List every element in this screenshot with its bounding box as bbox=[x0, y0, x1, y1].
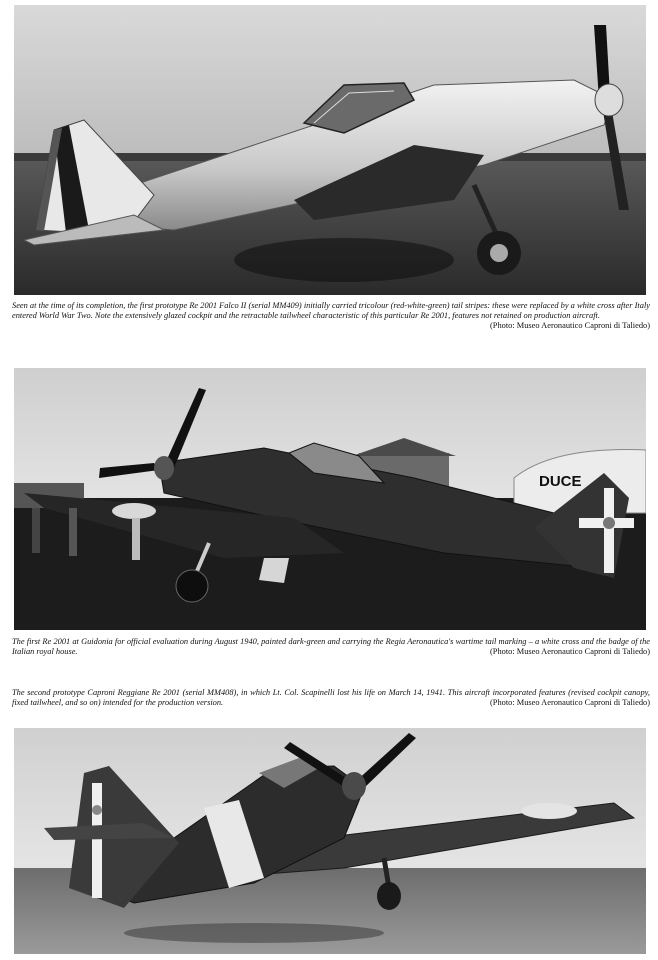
photo-second-prototype-mm408 bbox=[14, 728, 646, 954]
photo2-caption-text: The first Re 2001 at Guidonia for official evaluation during August 1940, painted dark-green and carrying the Regia Aeronautica's wartime tail marking – a white cross and the badge of the Italian royal house. bbox=[12, 637, 650, 657]
photo2-caption bbox=[12, 637, 650, 657]
photo-prototype-mm409 bbox=[14, 5, 646, 295]
photo-guidonia-evaluation bbox=[14, 368, 646, 630]
photo1-caption-text: Seen at the time of its completion, the first prototype Re 2001 Falco II (serial MM409) initially carried tricolour (red-white-green) tail stripes: these were replaced by a white cross after Italy entered World War Two. Note the extensively glazed cockpit and the retractable tailwheel characteristic of this particular Re 2001, features not retained on production aircraft. bbox=[12, 301, 650, 321]
photo3-caption-text: The second prototype Caproni Reggiane Re 2001 (serial MM408), in which Lt. Col. Scapinelli lost his life on March 14, 1941. This aircraft incorporated features (revised cockpit canopy, fixed tailwheel, and so on) intended for the production version. bbox=[12, 688, 650, 708]
photo1-caption bbox=[12, 301, 650, 332]
photo3-caption bbox=[12, 688, 650, 708]
photo3-credit: (Photo: Museo Aeronautico Caproni di Taliedo) bbox=[490, 698, 650, 708]
photo1-credit: (Photo: Museo Aeronautico Caproni di Taliedo) bbox=[490, 321, 650, 331]
photo2-credit: (Photo: Museo Aeronautico Caproni di Taliedo) bbox=[490, 647, 650, 657]
hangar-sign: DUCE bbox=[539, 473, 582, 490]
